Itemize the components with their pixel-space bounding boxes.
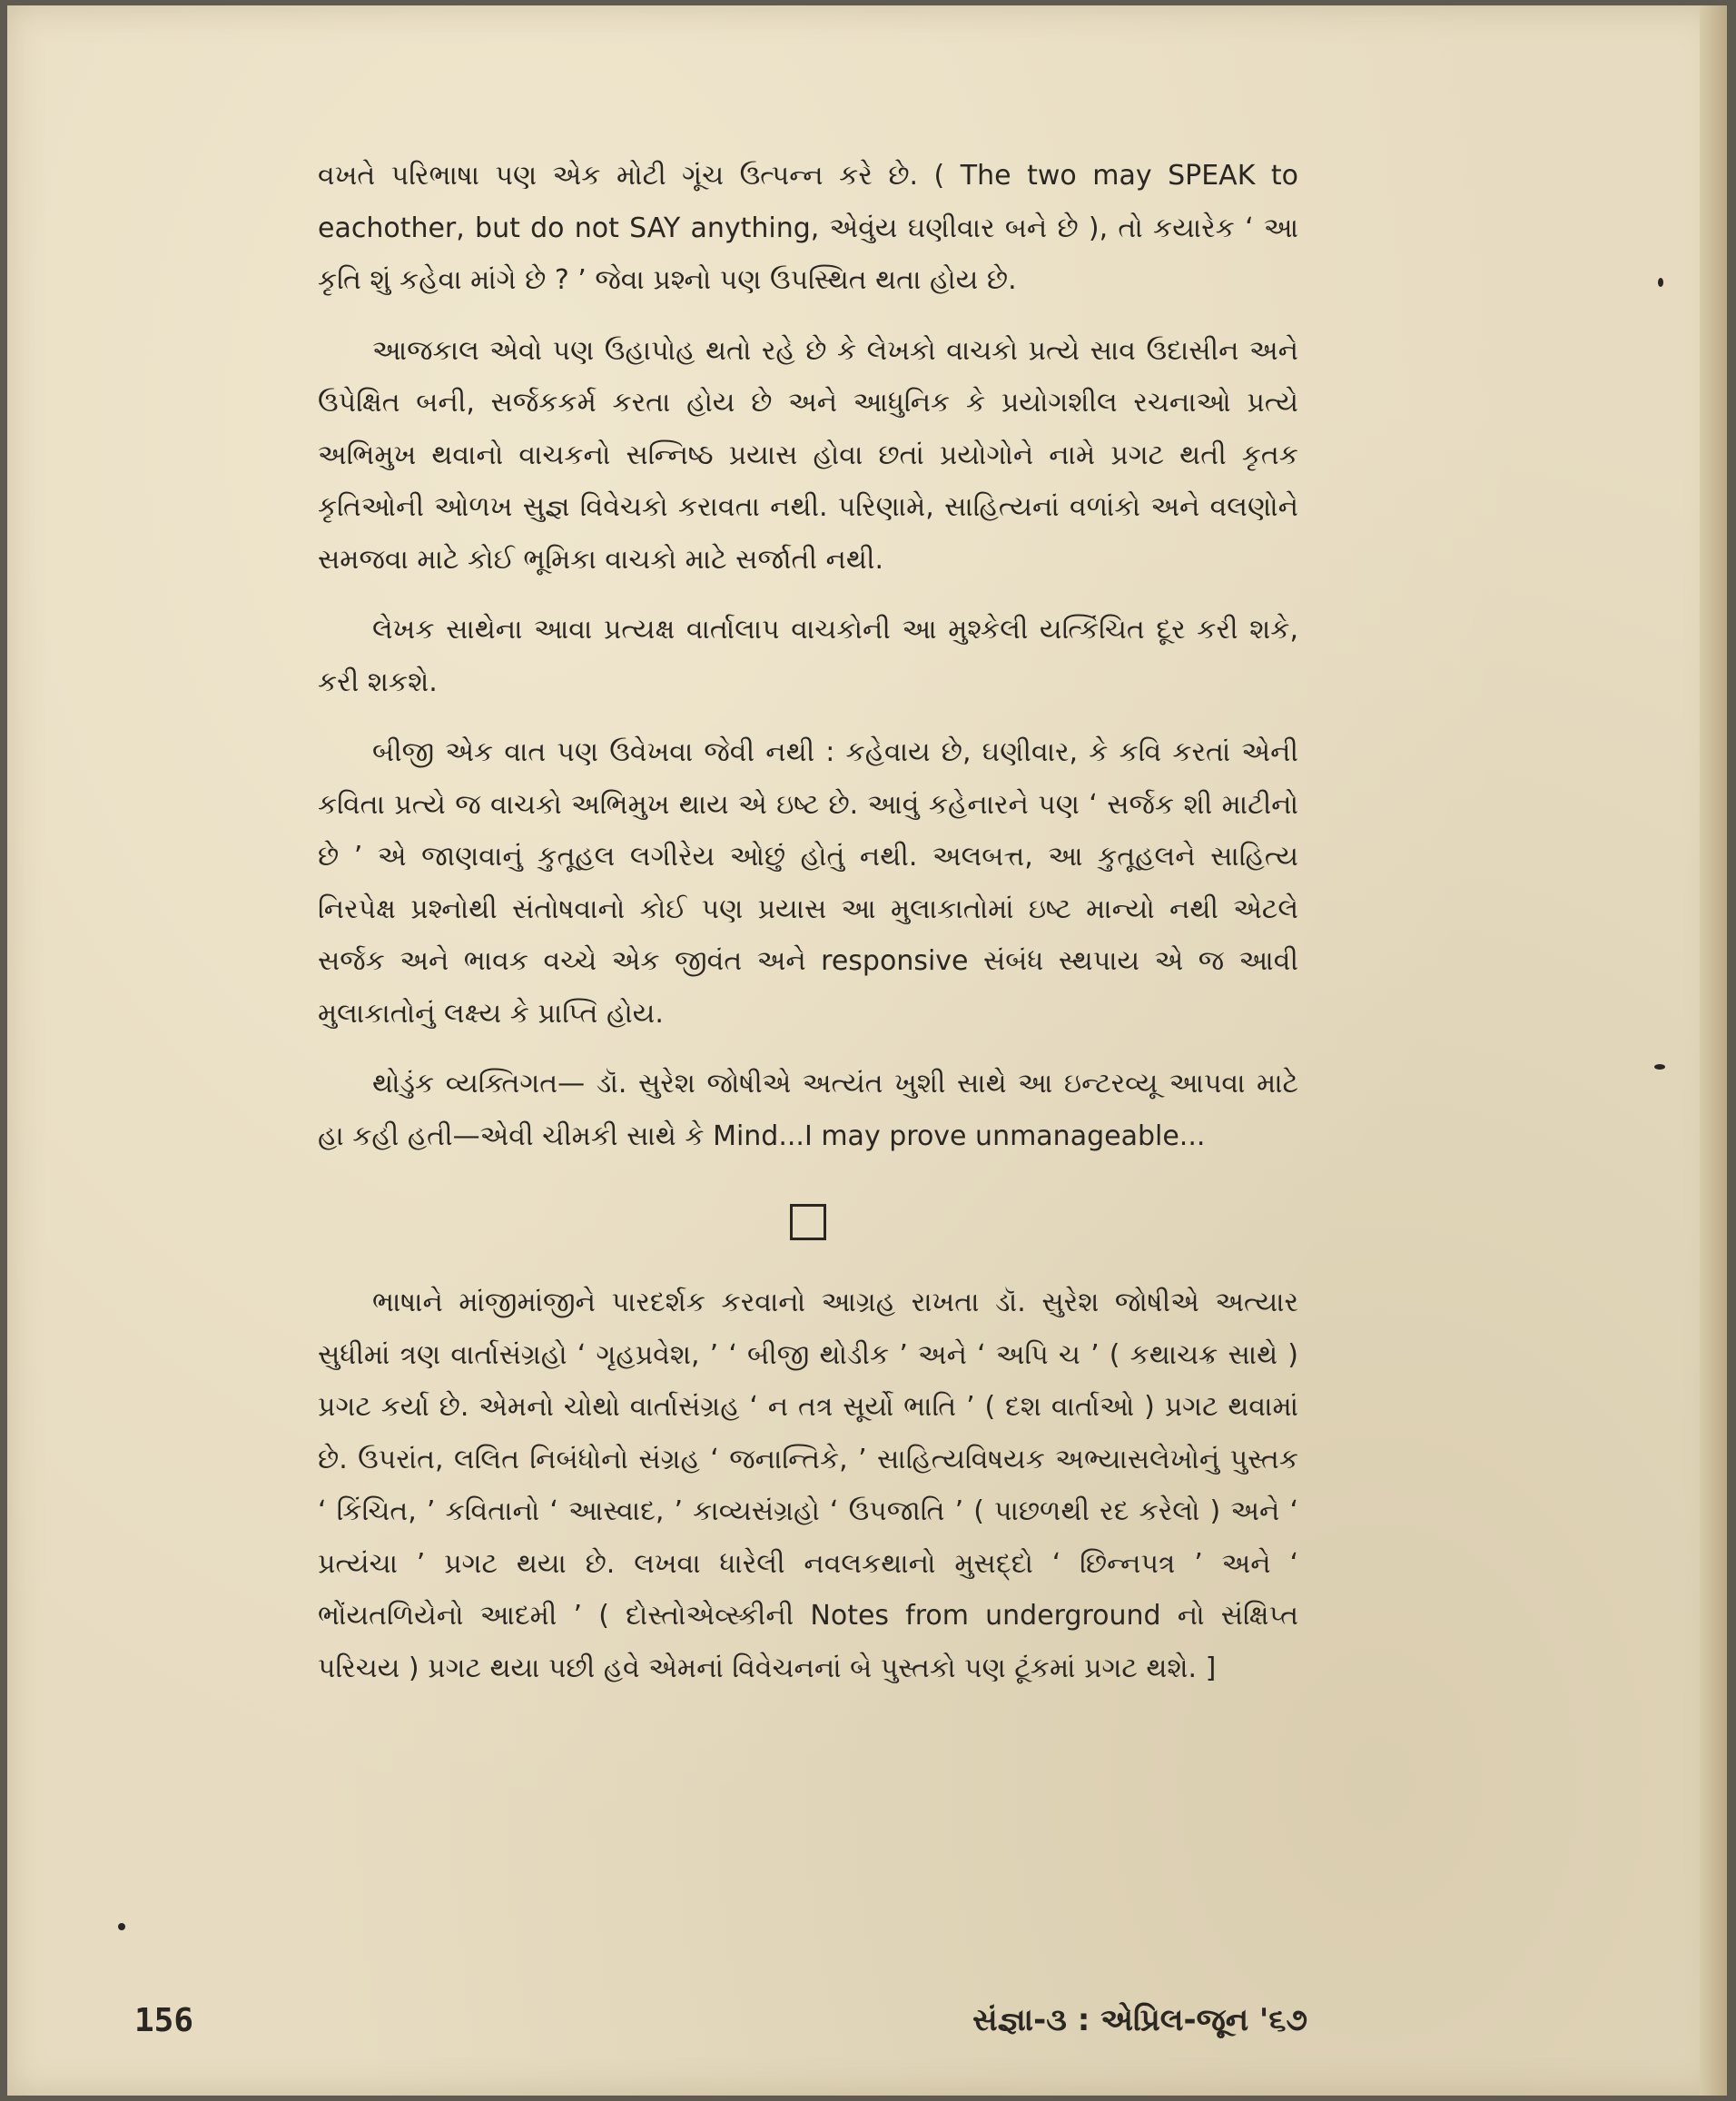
ink-speck bbox=[118, 1923, 125, 1930]
paragraph-author-bibliography: ભાષાને માંજીમાંજીને પારદર્શક કરવાનો આગ્રહ રાખતા ડૉ. સુરેશ જોષીએ અત્યાર સુધીમાં ત્રણ વાર્તાસંગ્રહો ‘ ગૃહપ્રવેશ, ’ ‘ બીજી થોડીક ’ અને ‘ અપિ ચ ’ ( કથાચક્ર સાથે ) પ્રગટ કર્યા છે. એમનો ચોથો વાર્તાસંગ્રહ ‘ ન તત્ર સૂર્યો ભાતિ ’ ( દશ વાર્તાઓ ) પ્રગટ થવામાં છે. ઉપરાંત, લલિત નિબંધોનો સંગ્રહ ‘ જનાન્તિકે, ’ સાહિત્યવિષયક અભ્યાસલેખોનું પુસ્તક ‘ કિંચિત, ’ કવિતાનો ‘ આસ્વાદ, ’ કાવ્યસંગ્રહો ‘ ઉપજાતિ ’ ( પાછળથી રદ કરેલો ) અને ‘ પ્રત્યંચા ’ પ્રગટ થયા છે. લખવા ધારેલી નવલકથાનો મુસદ્દો ‘ છિન્નપત્ર ’ અને ‘ ભોંયતળિયેનો આદમી ’ ( દોસ્તોએવ્સ્કીની Notes from underground નો સંક્ષિપ્ત પરિચય ) પ્રગટ થયા પછી હવે એમનાં વિવેચનનાં બે પુસ્તકો પણ ટૂંકમાં પ્રગટ થશે. ] bbox=[318, 1287, 1298, 1684]
ink-speck bbox=[1654, 1064, 1665, 1070]
page-number: 156 bbox=[134, 2002, 194, 2039]
body-text bbox=[318, 150, 1298, 1712]
paragraph-readers-concern: આજકાલ એવો પણ ઉહાપોહ થતો રહે છે કે લેખકો વાચકો પ્રત્યે સાવ ઉદાસીન અને ઉપેક્ષિત બની, સર્જકકર્મ કરતા હોય છે અને આધુનિક કે પ્રયોગશીલ રચનાઓ પ્રત્યે અભિમુખ થવાનો વાચકનો સન્નિષ્ઠ પ્રયાસ હોવા છતાં પ્રયોગોને નામે પ્રગટ થતી કૃતક કૃતિઓની ઓળખ સુજ્ઞ વિવેચકો કરાવતા નથી. પરિણામે, સાહિત્યનાં વળાંકો અને વલણોને સમજવા માટે કોઈ ભૂમિકા વાચકો માટે સર્જાતી નથી. bbox=[318, 334, 1298, 576]
paragraph-personal-note: થોડુંક વ્યક્તિગત— ડૉ. સુરેશ જોષીએ અત્યંત ખુશી સાથે આ ઇન્ટરવ્યૂ આપવા માટે હા કહી હતી—એવી ચીમકી સાથે કે Mind...I may prove unmanageable... bbox=[318, 1068, 1298, 1152]
running-footer-title: સંજ્ઞા-૩ : એપ્રિલ-જૂન '૬૭ bbox=[972, 2002, 1307, 2038]
section-divider-box bbox=[790, 1204, 826, 1240]
paragraph-continuation: વખતે પરિભાષા પણ એક મોટી ગૂંચ ઉત્પન્ન કરે છે. ( The two may SPEAK to eachother, but do not SAY anything, એવુંય ઘણીવાર બને છે ), તો કયારેક ‘ આ કૃતિ શું કહેવા માંગે છે ? ’ જેવા પ્રશ્નો પણ ઉપસ્થિત થતા હોય છે. bbox=[318, 160, 1298, 296]
ink-speck bbox=[1658, 278, 1663, 287]
page-spine-shadow bbox=[1700, 5, 1727, 2096]
paragraph-dialogue-benefit: લેખક સાથેના આવા પ્રત્યક્ષ વાર્તાલાપ વાચકોની આ મુશ્કેલી યત્કિંચિત દૂર કરી શકે, કરી શકશે. bbox=[318, 614, 1298, 698]
paragraph-poet-vs-poem: બીજી એક વાત પણ ઉવેખવા જેવી નથી : કહેવાય છે, ઘણીવાર, કે કવિ કરતાં એની કવિતા પ્રત્યે જ વાચકો અભિમુખ થાય એ ઇષ્ટ છે. આવું કહેનારને પણ ‘ સર્જક શી માટીનો છે ’ એ જાણવાનું કુતૂહલ લગીરેય ઓછું હોતું નથી. અલબત્ત, આ કુતૂહલને સાહિત્ય નિરપેક્ષ પ્રશ્નોથી સંતોષવાનો કોઈ પણ પ્રયાસ આ મુલાકાતોમાં ઇષ્ટ માન્યો નથી એટલે સર્જક અને ભાવક વચ્ચે એક જીવંત અને responsive સંબંધ સ્થપાય એ જ આવી મુલાકાતોનું લક્ષ્ય કે પ્રાપ્તિ હોય. bbox=[318, 736, 1298, 1030]
